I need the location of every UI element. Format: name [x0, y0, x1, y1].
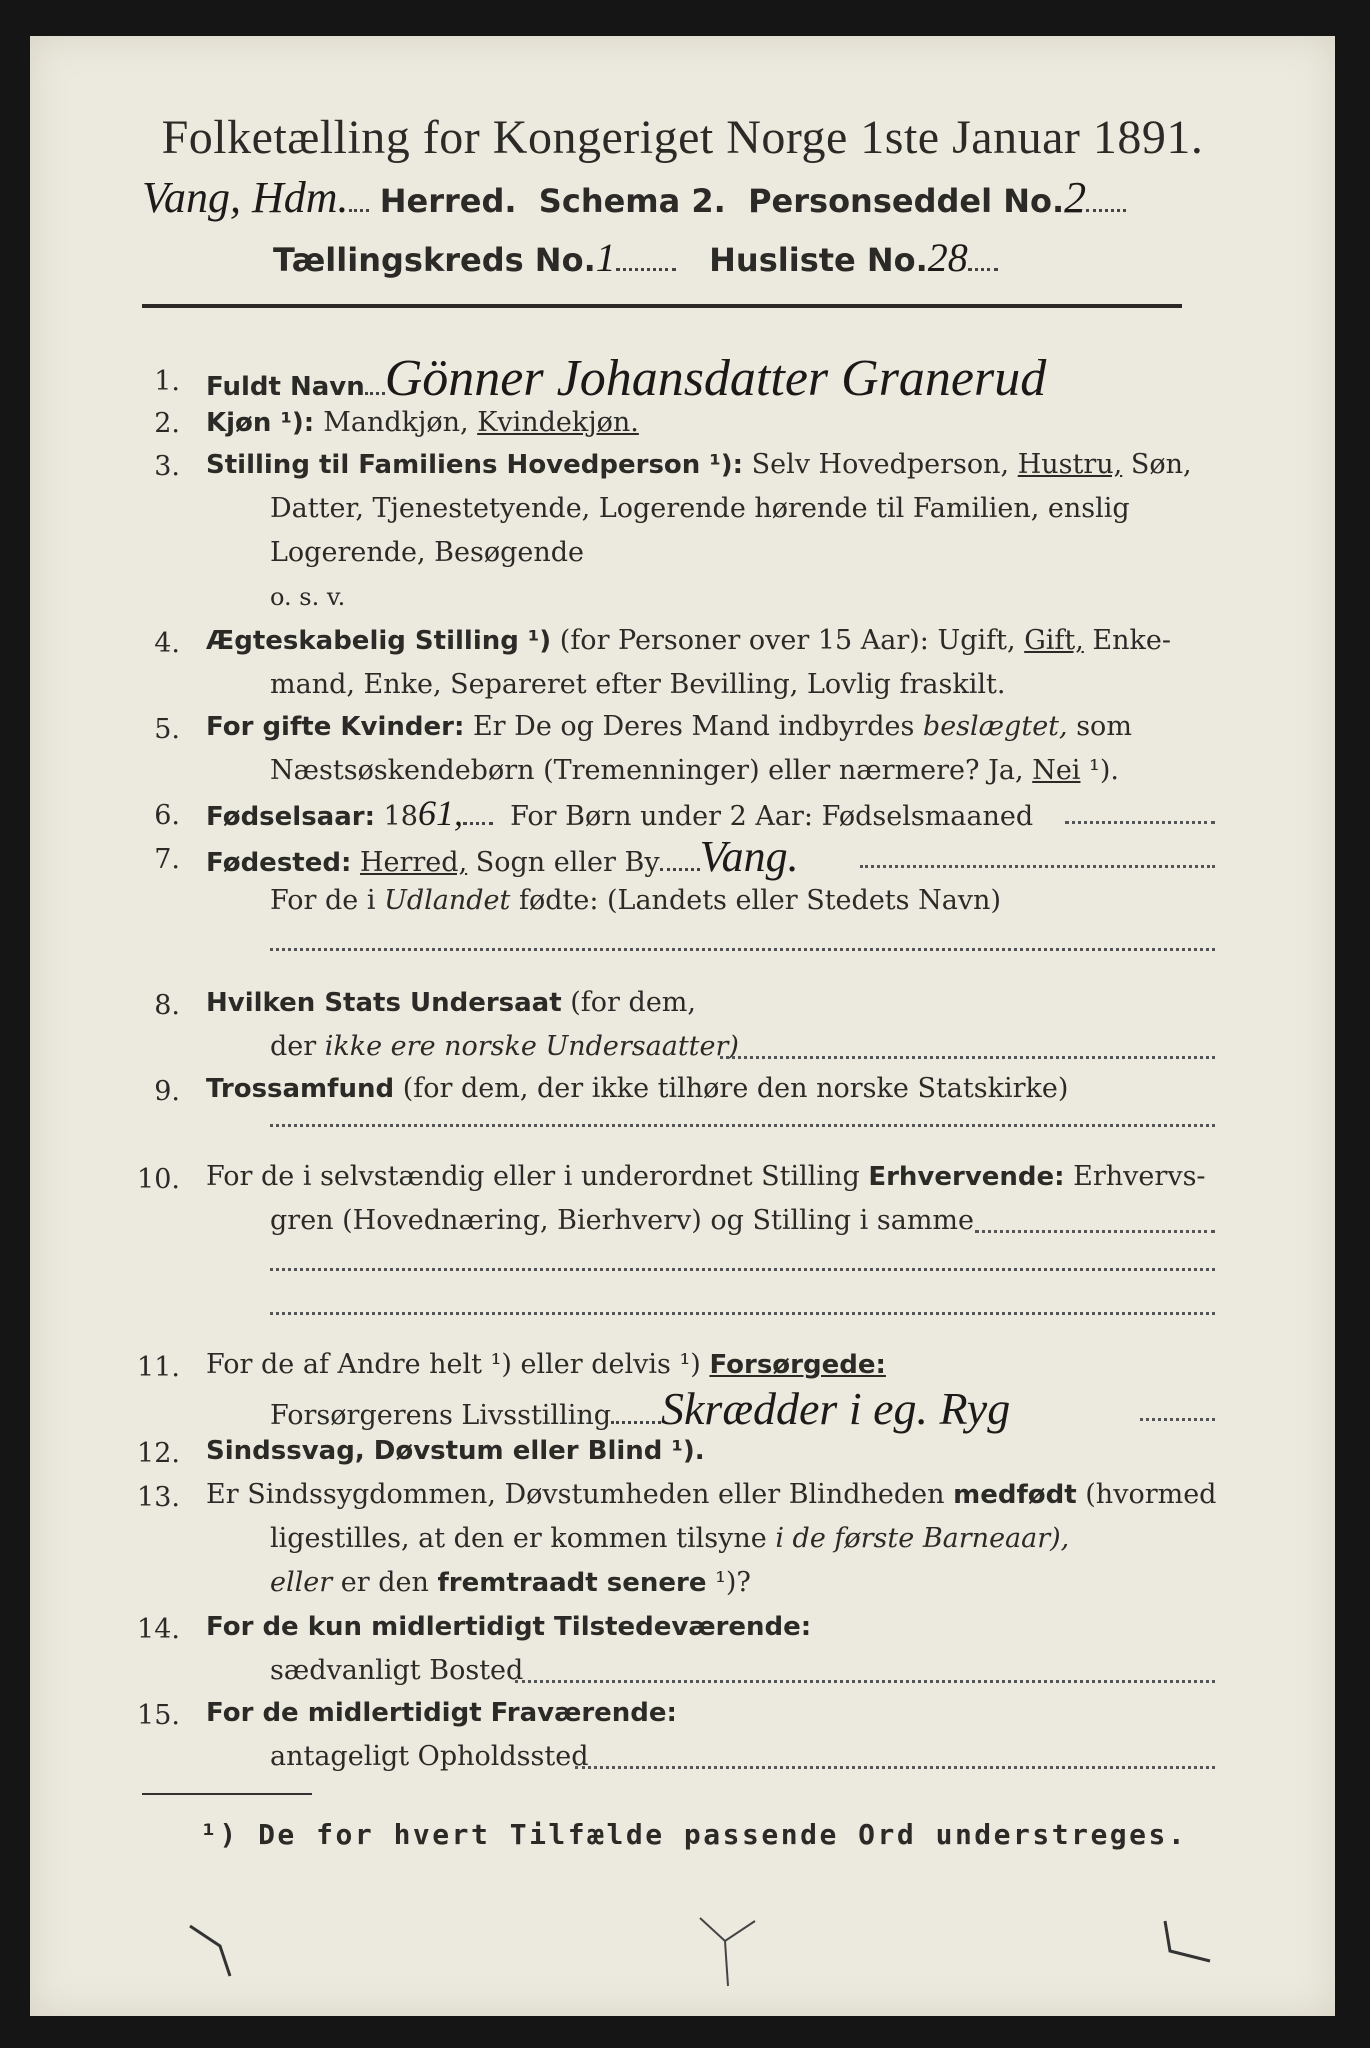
q11-number: 11. [137, 1352, 180, 1383]
q4-number: 4. [154, 628, 180, 659]
dotted-fill-line [515, 1680, 1215, 1683]
q11-label: Forsørgede: [709, 1350, 886, 1380]
q3-line2: Datter, Tjenestetyende, Logerende hørende til Familien, enslig [270, 493, 1130, 524]
dotted-fill-line [270, 1124, 1215, 1127]
q6-rest: For Børn under 2 Aar: Fødselsmaaned [510, 801, 1034, 832]
form-title: Folketælling for Kongeriget Norge 1ste Januar 1891. [161, 111, 1204, 164]
q5-text: Er De og Deres Mand indbyrdes [472, 711, 915, 742]
q7-line1 [206, 832, 799, 884]
q6-century: 18 [383, 801, 418, 832]
q4-option-ugift: (for Personer over 15 Aar): Ugift, [559, 625, 1016, 656]
q2-number: 2. [154, 408, 180, 439]
q12-line [206, 1430, 705, 1472]
footnote-rule [142, 1793, 312, 1795]
dotted-fill-line [860, 865, 1215, 868]
dotted-fill-line [270, 1312, 1215, 1315]
q8-line1-text: (for dem, [570, 987, 696, 1018]
q10-label: Erhvervende: [868, 1162, 1065, 1192]
q13-barneaar: i de første Barneaar), [775, 1523, 1070, 1554]
q3-line3: Logerende, Besøgende [270, 537, 584, 568]
dotted-leader [660, 868, 700, 871]
dotted-leader [463, 822, 493, 825]
q5-label: For gifte Kvinder: [206, 712, 465, 742]
q12-label: Sindssvag, Døvstum eller Blind ¹). [206, 1436, 705, 1466]
q7-line2-a: For de i [270, 885, 376, 916]
q9-number: 9. [154, 1076, 180, 1107]
herred-value: Vang, Hdm. [142, 173, 349, 222]
q5-line2-text: Næstsøskendebørn (Tremenninger) eller nærmere? Ja, [270, 755, 1024, 786]
q3-option-hustru: Hustru, [1017, 449, 1123, 480]
q3-line1 [206, 444, 1192, 486]
q7-option-herred: Herred, [359, 847, 468, 878]
q9-line1 [206, 1068, 1068, 1110]
dotted-fill-line [720, 1056, 1215, 1059]
q11-text: For de af Andre helt ¹) eller delvis ¹) [206, 1349, 701, 1380]
q14-label: For de kun midlertidigt Tilstedeværende: [206, 1612, 812, 1642]
q8-der: der [270, 1031, 317, 1062]
q10-line1 [206, 1156, 1206, 1198]
q7-rest: Sogn eller By [475, 847, 660, 878]
dotted-fill-line [270, 1268, 1215, 1271]
q7-udlandet: Udlandet [384, 885, 511, 916]
q13-line1 [206, 1474, 1216, 1516]
pen-marks [180, 1916, 1230, 1996]
dotted-fill-line [1065, 821, 1215, 824]
q2-option-male: Mandkjøn, [323, 407, 469, 438]
q3-line4: o. s. v. [270, 583, 346, 611]
q15-line1 [206, 1692, 677, 1734]
q12-number: 12. [137, 1438, 180, 1469]
herred-row [142, 172, 1126, 223]
personseddel-value: 2 [1064, 173, 1087, 222]
dotted-leader [968, 268, 998, 271]
q8-line1 [206, 982, 696, 1024]
herred-label: Herred. [379, 182, 517, 220]
q13-line2-text: ligestilles, at den er kommen tilsyne [270, 1523, 767, 1554]
q5-footmark: ¹). [1089, 755, 1119, 786]
dotted-leader [349, 209, 369, 212]
q15-label: For de midlertidigt Fraværende: [206, 1698, 677, 1728]
q11-answer: Skrædder i eg. Ryg [661, 1383, 1011, 1434]
q8-number: 8. [154, 990, 180, 1021]
kreds-row [273, 234, 998, 281]
personseddel-label: Personseddel No. [748, 182, 1065, 220]
q13-eller: eller [270, 1567, 333, 1598]
q3-option-selv: Selv Hovedperson, [751, 449, 1010, 480]
q8-label: Hvilken Stats Undersaat [206, 988, 562, 1018]
census-form-sheet [30, 36, 1335, 2016]
q3-option-son: Søn, [1130, 449, 1192, 480]
q7-line2-c: fødte: (Landets eller Stedets Navn) [518, 885, 1001, 916]
q6-line [206, 792, 1033, 838]
q10-text: For de i selvstændig eller i underordnet Stilling [206, 1161, 860, 1192]
q5-number: 5. [154, 714, 180, 745]
q15-line2: antageligt Opholdssted [270, 1741, 589, 1772]
kreds-value: 1 [595, 235, 616, 280]
q9-label: Trossamfund [206, 1074, 395, 1104]
q14-line1 [206, 1606, 811, 1648]
q11-line2-text: Forsørgerens Livsstilling [270, 1400, 612, 1431]
kreds-label: Tællingskreds No. [273, 241, 596, 279]
q7-label: Fødested: [206, 848, 352, 878]
q4-label: Ægteskabelig Stilling ¹) [206, 626, 552, 656]
dotted-fill-line [575, 1766, 1215, 1769]
q4-option-enke: Enke- [1092, 625, 1171, 656]
q13-er-den: er den [340, 1567, 429, 1598]
q6-label: Fødselsaar: [206, 802, 375, 832]
q1-answer: Gönner Johansdatter Granerud [384, 350, 1047, 407]
footnote-text: ¹) De for hvert Tilfælde passende Ord understreges. [200, 1818, 1188, 1851]
dotted-fill-line [270, 948, 1215, 951]
q5-option-nei: Nei [1032, 755, 1081, 786]
dotted-leader [365, 392, 385, 395]
q14-line2: sædvanligt Bosted [270, 1655, 524, 1686]
q5-beslaegtet: beslægtet, [922, 711, 1068, 742]
q13-line3 [270, 1562, 751, 1604]
q7-number: 7. [154, 844, 180, 875]
husliste-value: 28 [927, 235, 968, 280]
q10-erhvervs: Erhvervs- [1073, 1161, 1206, 1192]
q13-senere: fremtraadt senere [437, 1568, 707, 1598]
schema-label: Schema 2. [538, 182, 726, 220]
dotted-fill-line [975, 1230, 1215, 1233]
q11-line1 [206, 1344, 886, 1386]
q13-medfodt: medfødt [953, 1480, 1077, 1510]
q13-number: 13. [137, 1482, 180, 1513]
q13-footmark: ¹)? [715, 1567, 751, 1598]
q2-line [206, 402, 639, 444]
header-rule [142, 304, 1182, 308]
q8-line2 [270, 1026, 739, 1068]
q2-label: Kjøn ¹): [206, 408, 324, 438]
q8-italic: ikke ere norske Undersaatter) [324, 1031, 739, 1062]
q3-number: 3. [154, 451, 180, 482]
q2-option-female: Kvindekjøn. [477, 407, 639, 438]
dotted-leader [616, 268, 676, 271]
q10-line2: gren (Hovednæring, Bierhverv) og Stilling i samme [270, 1205, 975, 1236]
q4-line1 [206, 620, 1171, 662]
q7-answer: Vang. [699, 832, 799, 881]
dotted-fill-line [1140, 1418, 1215, 1421]
q5-line2 [270, 750, 1119, 792]
q1-line [206, 350, 1047, 408]
q13-hvormed: (hvormed [1085, 1479, 1217, 1510]
dotted-leader [1086, 209, 1126, 212]
q9-text: (for dem, der ikke tilhøre den norske Statskirke) [402, 1073, 1069, 1104]
q14-number: 14. [137, 1614, 180, 1645]
q6-answer: 61, [417, 793, 463, 833]
q15-number: 15. [137, 1700, 180, 1731]
husliste-label: Husliste No. [709, 241, 928, 279]
q6-number: 6. [154, 800, 180, 831]
q5-som: som [1076, 711, 1132, 742]
q1-label: Fuldt Navn [206, 372, 365, 402]
q13-text: Er Sindssygdommen, Døvstumheden eller Blindheden [206, 1479, 945, 1510]
q4-option-gift: Gift, [1024, 625, 1084, 656]
q7-line2 [270, 880, 1001, 922]
q1-number: 1. [154, 366, 180, 397]
dotted-leader [611, 1421, 661, 1424]
q10-number: 10. [137, 1164, 180, 1195]
q4-line2: mand, Enke, Separeret efter Bevilling, Lovlig fraskilt. [270, 669, 1006, 700]
q5-line1 [206, 706, 1132, 748]
q13-line2 [270, 1518, 1069, 1560]
q3-label: Stilling til Familiens Hovedperson ¹): [206, 450, 744, 480]
